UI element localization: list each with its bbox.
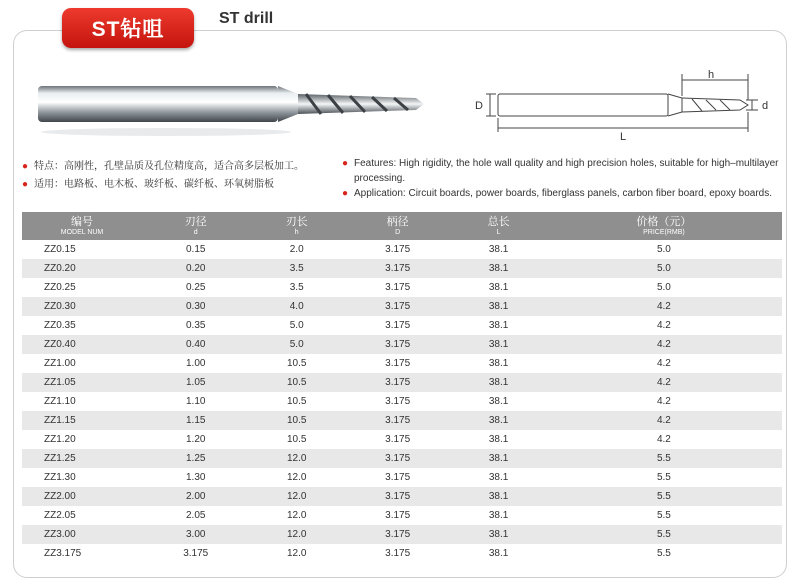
cell-d: 3.00 [142,525,249,544]
table-row [22,316,782,335]
cell-L: 38.1 [451,525,545,544]
features-en [342,156,782,201]
label-h: h [708,70,715,81]
cell-model: ZZ0.20 [22,259,142,278]
cell-price: 5.0 [546,278,782,297]
cell-L: 38.1 [451,506,545,525]
cell-d: 2.00 [142,487,249,506]
cell-D: 3.175 [344,487,451,506]
cell-h: 2.0 [249,240,343,259]
cell-model: ZZ3.175 [22,544,142,563]
table-row [22,525,782,544]
bullet-dot-icon: ● [342,188,349,199]
cell-d: 0.15 [142,240,249,259]
cell-model: ZZ1.25 [22,449,142,468]
cell-model: ZZ1.20 [22,430,142,449]
cell-D: 3.175 [344,259,451,278]
cell-d: 0.20 [142,259,249,278]
table-row [22,373,782,392]
header-model: 编号 MODEL NUM [22,212,142,240]
cell-D: 3.175 [344,297,451,316]
title-cn: ST钻咀 [91,18,165,41]
cell-h: 3.5 [249,259,343,278]
header-D: 柄径 D [344,212,451,240]
spec-table [22,212,782,563]
cell-d: 1.15 [142,411,249,430]
features-cn [22,158,337,194]
table-row [22,259,782,278]
cell-h: 10.5 [249,411,343,430]
cell-h: 12.0 [249,468,343,487]
cell-price: 5.5 [546,506,782,525]
table-row [22,240,782,259]
table-row [22,411,782,430]
cell-D: 3.175 [344,278,451,297]
label-D: D [475,100,483,112]
cell-h: 3.5 [249,278,343,297]
cell-model: ZZ0.25 [22,278,142,297]
cell-h: 12.0 [249,506,343,525]
table-row [22,544,782,563]
cell-price: 4.2 [546,411,782,430]
cell-h: 10.5 [249,373,343,392]
feature-en-1: ● Features: High rigidity, the hole wall quality and high precision holes, suitable for high–multilayer processing. [342,158,779,184]
table-row [22,354,782,373]
cell-D: 3.175 [344,411,451,430]
table-row [22,468,782,487]
cell-model: ZZ0.40 [22,335,142,354]
cell-h: 5.0 [249,335,343,354]
cell-d: 0.25 [142,278,249,297]
bullet-dot-icon: ● [22,161,29,172]
cell-model: ZZ2.00 [22,487,142,506]
cell-h: 12.0 [249,525,343,544]
cell-d: 2.05 [142,506,249,525]
cell-price: 5.0 [546,240,782,259]
cell-h: 4.0 [249,297,343,316]
label-d: d [762,100,769,112]
header-h: 刃长 h [249,212,343,240]
cell-price: 4.2 [546,335,782,354]
cell-price: 4.2 [546,392,782,411]
table-row [22,449,782,468]
cell-D: 3.175 [344,354,451,373]
cell-price: 4.2 [546,373,782,392]
cell-L: 38.1 [451,411,545,430]
table-row [22,487,782,506]
cell-L: 38.1 [451,430,545,449]
table-row [22,297,782,316]
cell-price: 5.5 [546,544,782,563]
cell-D: 3.175 [344,392,451,411]
cell-L: 38.1 [451,468,545,487]
cell-d: 1.00 [142,354,249,373]
cell-h: 5.0 [249,316,343,335]
cell-D: 3.175 [344,430,451,449]
cell-d: 1.05 [142,373,249,392]
cell-L: 38.1 [451,544,545,563]
cell-price: 4.2 [546,316,782,335]
cell-L: 38.1 [451,373,545,392]
cell-L: 38.1 [451,316,545,335]
cell-D: 3.175 [344,373,451,392]
cell-model: ZZ0.35 [22,316,142,335]
cell-L: 38.1 [451,278,545,297]
cell-h: 12.0 [249,449,343,468]
cell-d: 0.35 [142,316,249,335]
table-body [22,240,782,563]
cell-d: 1.10 [142,392,249,411]
cell-price: 5.5 [546,487,782,506]
cell-D: 3.175 [344,316,451,335]
bullet-dot-icon: ● [22,179,29,190]
cell-L: 38.1 [451,297,545,316]
cell-L: 38.1 [451,487,545,506]
cell-h: 10.5 [249,392,343,411]
cell-price: 5.5 [546,449,782,468]
drill-dimension-diagram [470,70,770,142]
cell-D: 3.175 [344,544,451,563]
cell-h: 10.5 [249,354,343,373]
cell-model: ZZ3.00 [22,525,142,544]
label-L: L [620,131,627,142]
cell-model: ZZ1.30 [22,468,142,487]
header-L: 总长 L [451,212,545,240]
cell-price: 5.0 [546,259,782,278]
table-row [22,335,782,354]
cell-price: 4.2 [546,297,782,316]
table-row [22,392,782,411]
cell-price: 4.2 [546,430,782,449]
table-row [22,430,782,449]
cell-L: 38.1 [451,335,545,354]
cell-model: ZZ1.05 [22,373,142,392]
bullet-dot-icon: ● [342,158,349,169]
feature-en-2: ● Application: Circuit boards, power boards, fiberglass panels, carbon fiber board, epoxy boards. [342,188,773,199]
cell-L: 38.1 [451,449,545,468]
cell-D: 3.175 [344,335,451,354]
drill-photo [36,80,426,140]
cell-model: ZZ1.15 [22,411,142,430]
cell-h: 10.5 [249,430,343,449]
table-row [22,506,782,525]
table-header-row [22,212,782,240]
cell-L: 38.1 [451,354,545,373]
cell-d: 1.20 [142,430,249,449]
cell-d: 3.175 [142,544,249,563]
cell-price: 4.2 [546,354,782,373]
cell-model: ZZ0.15 [22,240,142,259]
title-badge [62,8,194,48]
cell-model: ZZ0.30 [22,297,142,316]
cell-L: 38.1 [451,259,545,278]
cell-price: 5.5 [546,525,782,544]
title-en: ST drill [219,10,274,27]
header-d: 刃径 d [142,212,249,240]
header-price: 价格（元） PRICE(RMB) [546,212,782,240]
cell-model: ZZ1.10 [22,392,142,411]
cell-D: 3.175 [344,525,451,544]
cell-model: ZZ2.05 [22,506,142,525]
cell-price: 5.5 [546,468,782,487]
table-row [22,278,782,297]
cell-L: 38.1 [451,392,545,411]
cell-D: 3.175 [344,240,451,259]
cell-D: 3.175 [344,468,451,487]
feature-cn-2: ● 适用：电路板、电木板、玻纤板、碳纤板、环氧树脂板 [22,176,337,194]
cell-h: 12.0 [249,544,343,563]
cell-d: 1.30 [142,468,249,487]
cell-h: 12.0 [249,487,343,506]
cell-L: 38.1 [451,240,545,259]
cell-model: ZZ1.00 [22,354,142,373]
cell-d: 0.30 [142,297,249,316]
cell-D: 3.175 [344,506,451,525]
feature-cn-1: ● 特点：高刚性，孔壁品质及孔位精度高，适合高多层板加工。 [22,158,337,176]
cell-d: 0.40 [142,335,249,354]
cell-d: 1.25 [142,449,249,468]
cell-D: 3.175 [344,449,451,468]
